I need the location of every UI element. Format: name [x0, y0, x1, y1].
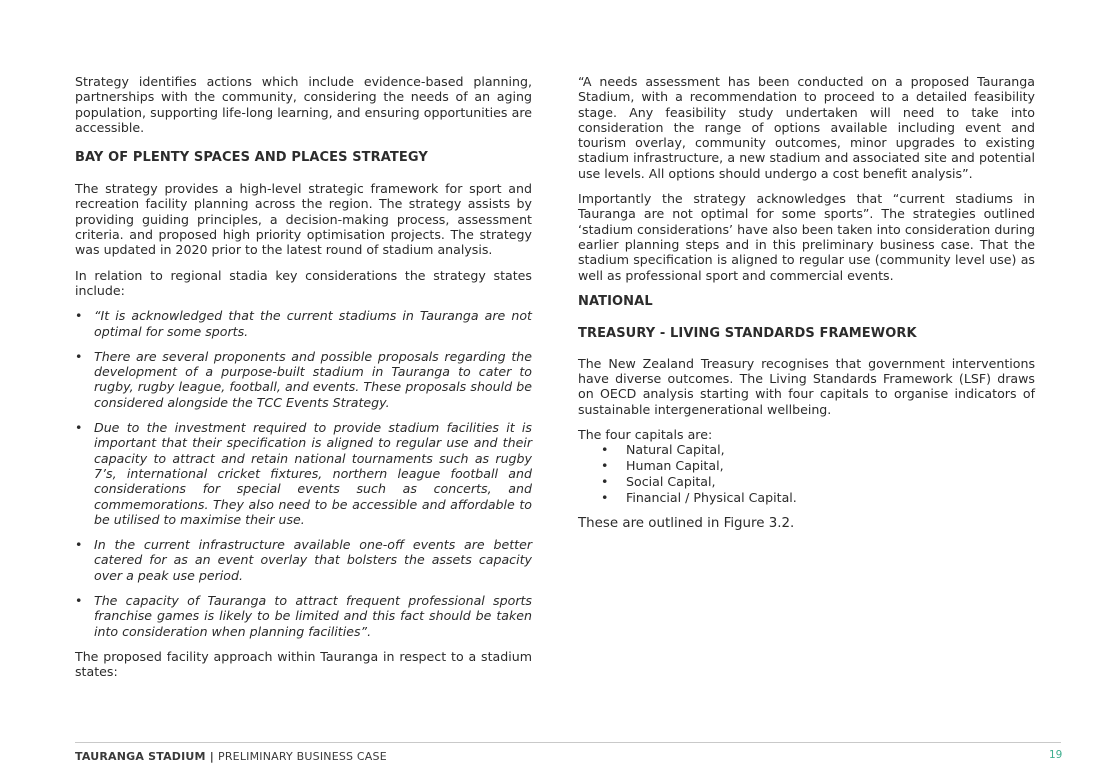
facility-approach-paragraph: The proposed facility approach within Tauranga in respect to a stadium states:: [75, 648, 532, 680]
footer-title: [75, 750, 387, 764]
strategy-paragraph: The strategy provides a high-level strategic framework for sport and recreation facility planning across the region. The strategy assists by providing guiding principles, a decision-making process, assessment criteria. and proposed high priority optimisation projects. The strategy was updated in 2020 prior to the latest round of stadium analysis.: [75, 181, 532, 258]
capitals-intro: The four capitals are:: [578, 427, 713, 443]
figure-reference: These are outlined in Figure 3.2.: [578, 516, 795, 532]
bullet-icon: •: [75, 420, 83, 436]
importantly-paragraph: Importantly the strategy acknowledges that “current stadiums in Tauranga are not optimal for some sports”. The strategies outlined ‘stadium considerations’ have also been taken into consideration during earlier planning steps and in this preliminary business case. That the stadium specification is aligned to regular use (community level use) as well as professional sport and commercial events.: [578, 191, 1035, 283]
list-item: • Due to the investment required to provide stadium facilities it is important that their specification is aligned to regular use and their capacity to attract and retain national tournaments such as rugby 7’s, international cricket fixtures, northern league football and considerations for special events such as concerts, and commemorations. They also need to be accessible and affordable to be utilised to maximise their use.: [75, 420, 532, 527]
treasury-paragraph: The New Zealand Treasury recognises that government interventions have diverse outcomes. The Living Standards Framework (LSF) draws on OECD analysis starting with four capitals to organise indicators of sustainable intergenerational wellbeing.: [578, 355, 1035, 417]
intro-paragraph: Strategy identifies actions which include evidence-based planning, partnerships with the community, considering the needs of an aging population, supporting life-long learning, and ensuring opportunities are accessible.: [75, 74, 532, 135]
needs-assessment-quote: “A needs assessment has been conducted on a proposed Tauranga Stadium, with a recommendation to proceed to a detailed feasibility stage. Any feasibility study undertaken will need to take into consideration the range of options available including event and tourism overlay, community outcomes, minor upgrades to existing stadium infrastructure, a new stadium and associated site and potential use levels. All options should undergo a cost benefit analysis”.: [578, 74, 1035, 181]
section-heading-spaces-places: BAY OF PLENTY SPACES AND PLACES STRATEGY: [75, 150, 428, 166]
page-number: 19: [1049, 749, 1063, 761]
left-column: [75, 74, 532, 680]
bullet-icon: •: [601, 474, 609, 490]
list-item: • Financial / Physical Capital.: [601, 490, 797, 506]
footer-doc-subtitle: PRELIMINARY BUSINESS CASE: [218, 750, 387, 763]
footer-separator: |: [205, 750, 218, 763]
bullet-icon: •: [75, 348, 83, 364]
right-column: [578, 74, 1035, 532]
footer-divider: [75, 742, 1061, 743]
considerations-list: [75, 308, 532, 639]
bullet-icon: •: [601, 490, 609, 506]
list-item: • “It is acknowledged that the current stadiums in Tauranga are not optimal for some sports.: [75, 308, 532, 339]
footer-doc-title: TAURANGA STADIUM: [75, 750, 206, 763]
bullet-icon: •: [601, 442, 609, 458]
bullet-icon: •: [75, 308, 83, 324]
section-heading-national: NATIONAL: [578, 293, 653, 309]
list-item: • The capacity of Tauranga to attract frequent professional sports franchise games is likely to be limited and this fact should be taken into consideration when planning facilities”.: [75, 593, 532, 639]
bullet-icon: •: [601, 458, 609, 474]
capitals-list: [578, 442, 1035, 506]
section-heading-treasury: TREASURY - LIVING STANDARDS FRAMEWORK: [578, 325, 917, 341]
list-item: • Social Capital,: [601, 474, 716, 490]
list-item: • There are several proponents and possible proposals regarding the development of a purpose-built stadium in Tauranga to cater to rugby, rugby league, football, and events. These proposals should be considered alongside the TCC Events Strategy.: [75, 348, 532, 410]
considerations-paragraph: In relation to regional stadia key considerations the strategy states include:: [75, 267, 532, 298]
list-item: • In the current infrastructure available one-off events are better catered for as an event overlay that bolsters the assets capacity over a peak use period.: [75, 537, 532, 583]
bullet-icon: •: [75, 593, 83, 609]
bullet-icon: •: [75, 537, 83, 553]
list-item: • Human Capital,: [601, 458, 724, 474]
list-item: • Natural Capital,: [601, 442, 725, 458]
